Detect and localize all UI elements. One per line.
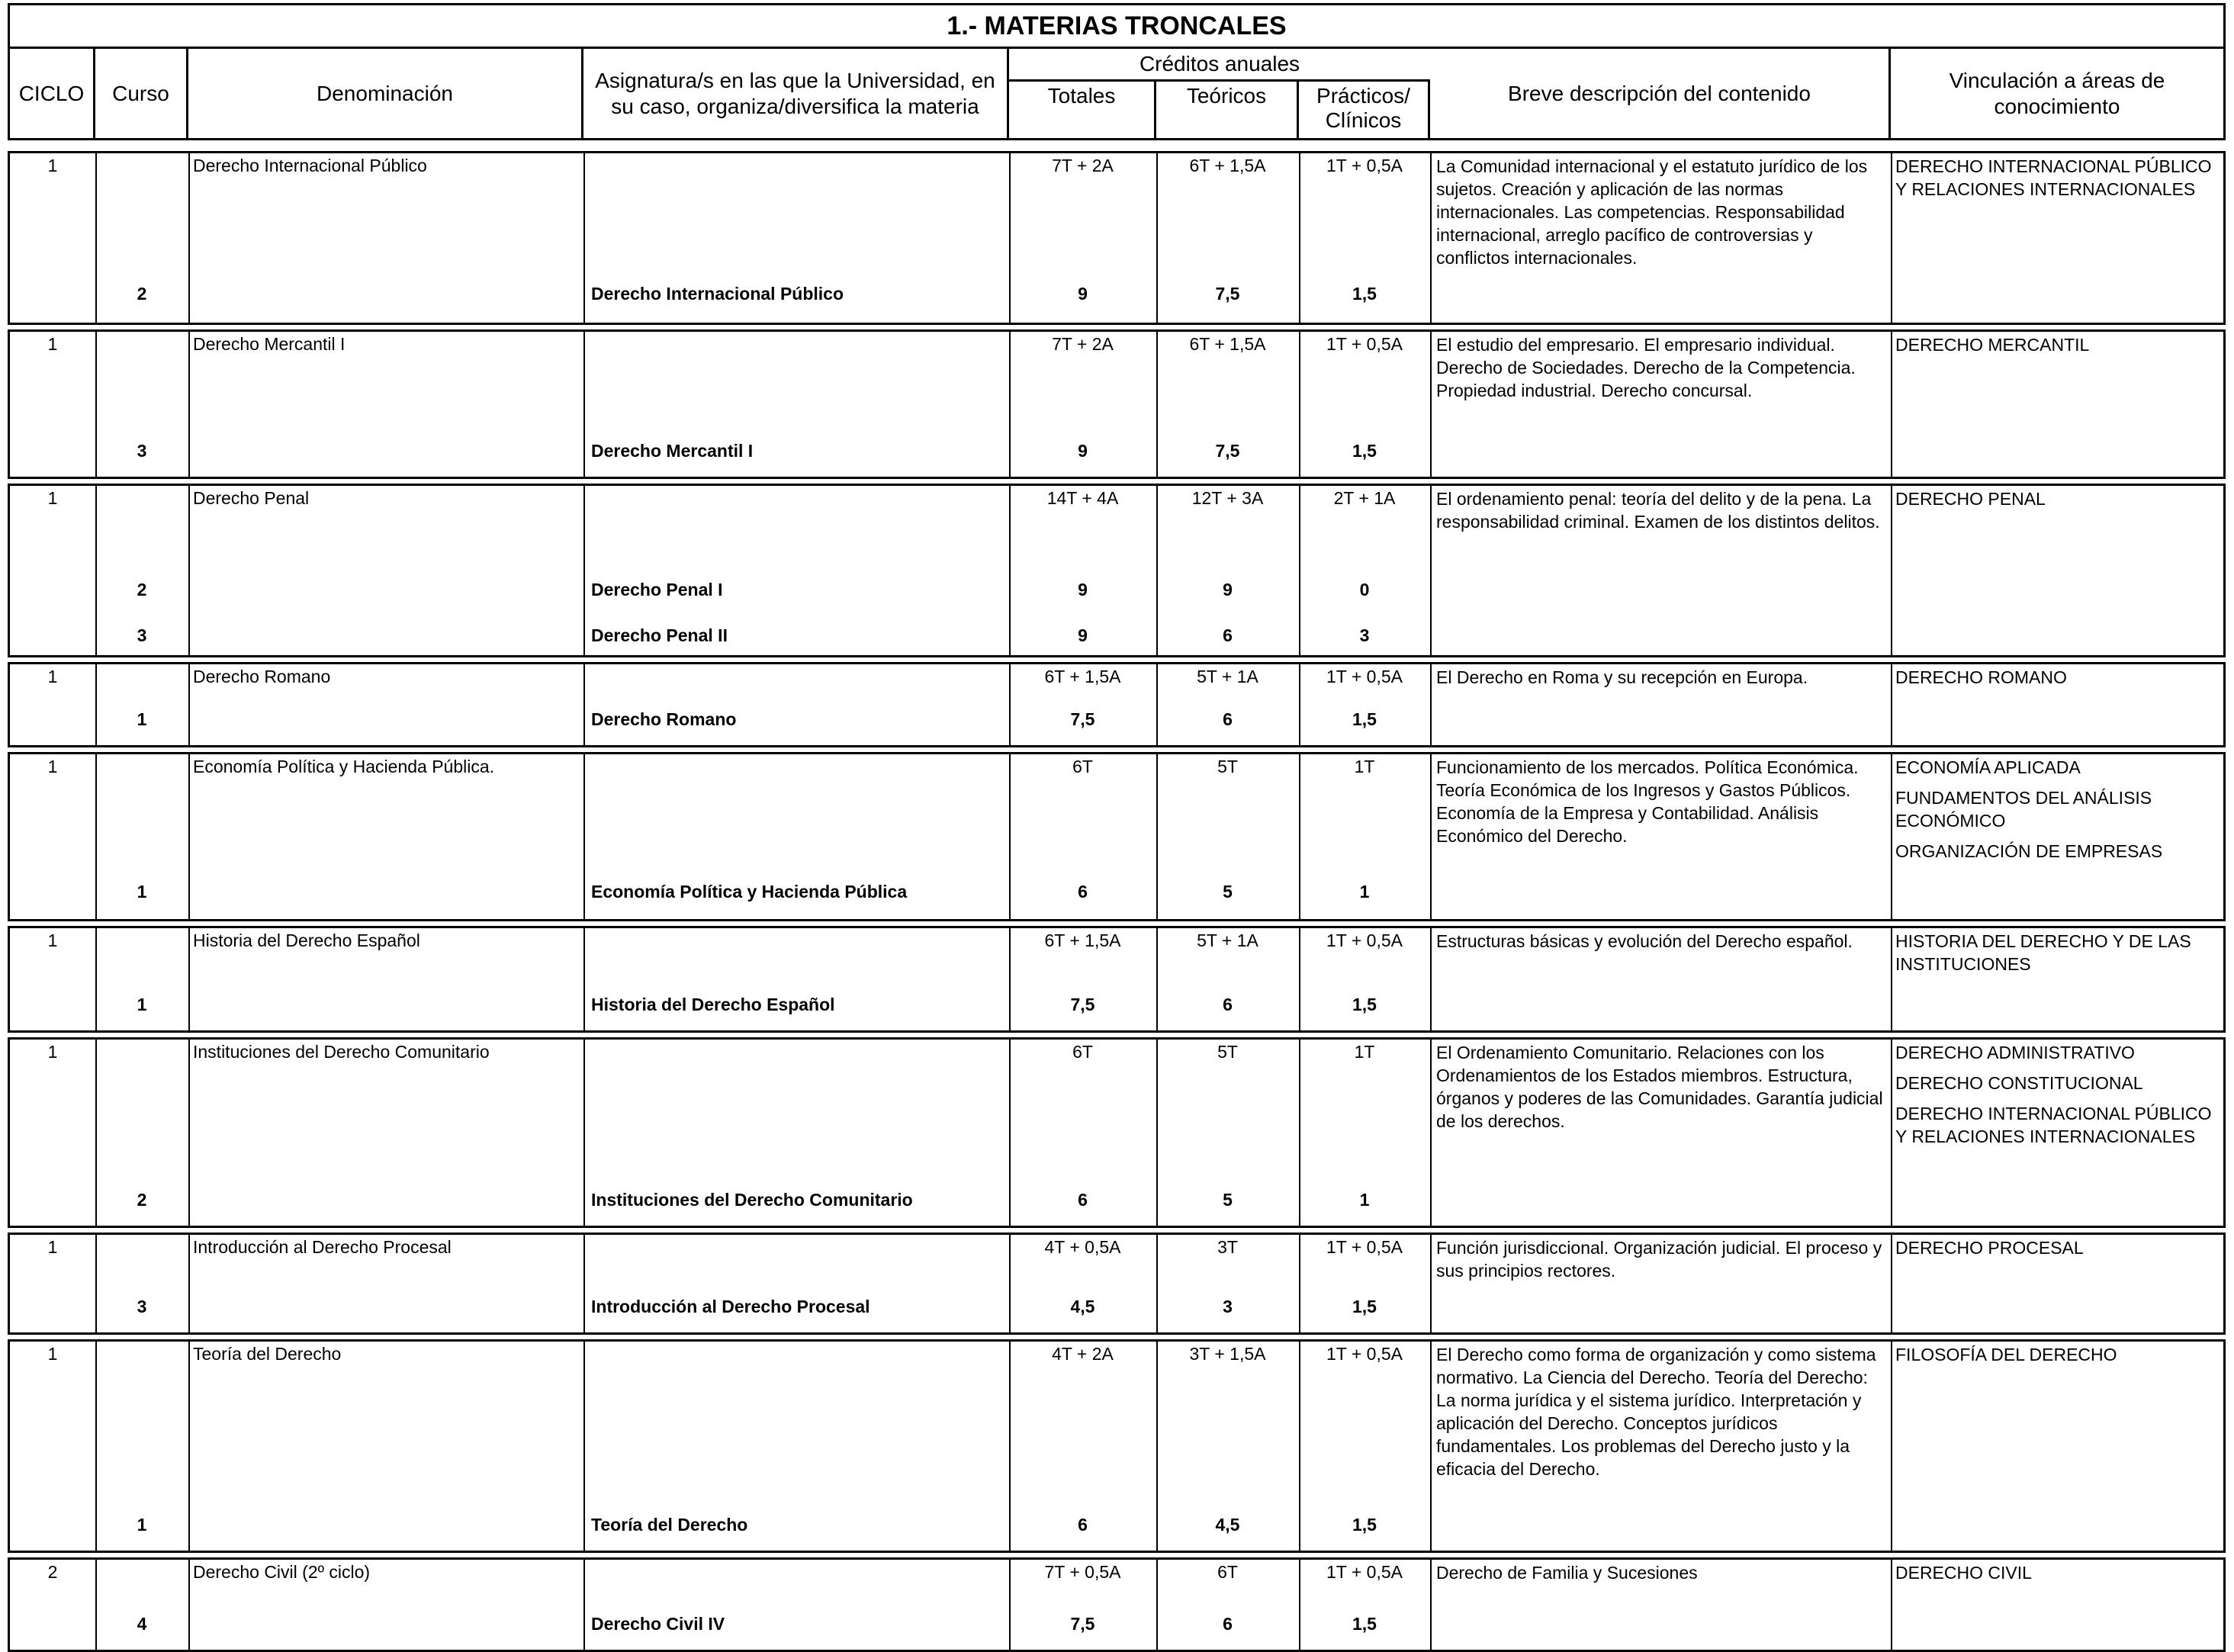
asignatura-nombre: Derecho Penal II [591,625,728,645]
asignatura-curso: 3 [137,441,147,461]
asignatura-nombre: Derecho Romano [591,709,737,729]
asignatura-nombre: Derecho Penal I [591,580,723,599]
header-practicos: Prácticos/ Clínicos [1299,79,1430,138]
asignatura-practicos: 3 [1359,625,1370,645]
materia-practicos: 2T + 1A [1333,488,1396,508]
asignatura-practicos: 1,5 [1352,709,1377,729]
asignatura-curso: 1 [137,709,147,729]
column-divider [1430,153,1432,323]
materia-totales: 7T + 2A [1052,156,1114,175]
column-divider [1891,486,1892,655]
materia-ciclo: 1 [47,1344,58,1364]
column-divider [188,486,190,655]
materia-teoricos: 3T + 1,5A [1189,1344,1266,1364]
area-conocimiento: DERECHO ADMINISTRATIVO [1895,1043,2135,1062]
asignatura-teoricos: 7,5 [1215,441,1240,461]
column-divider [1430,486,1432,655]
asignatura-nombre: Introducción al Derecho Procesal [591,1297,870,1316]
asignatura-curso: 3 [137,1297,147,1316]
materia-areas [1895,333,2216,364]
materia-descripcion: Funcionamiento de los mercados. Política Económica. Teoría Económica de los Ingresos y Gastos Públicos. Economía de la Empresa y Contabilidad. Análisis Económico del Derecho. [1436,757,1859,846]
column-divider [95,664,97,745]
area-conocimiento: DERECHO PENAL [1895,489,2046,509]
materia-denominacion: Economía Política y Hacienda Pública. [193,757,495,776]
materia-denominacion: Derecho Romano [193,667,331,686]
materia-group [8,1339,2226,1553]
column-divider [188,928,190,1030]
header-vinculacion: Vinculación a áreas de conocimiento [1949,68,2165,118]
asignatura-practicos: 1,5 [1352,441,1377,461]
header-creditos: Créditos anuales [1009,49,1430,82]
materia-group [8,484,2226,657]
materia-practicos: 1T + 0,5A [1326,334,1403,354]
asignatura-totales: 9 [1078,441,1088,461]
area-conocimiento: DERECHO PROCESAL [1895,1238,2084,1258]
table-body [8,140,2226,1652]
asignatura-totales: 6 [1078,1515,1088,1535]
header-descripcion: Breve descripción del contenido [1430,49,1891,138]
materia-teoricos: 6T [1217,1562,1238,1582]
area-conocimiento: FILOSOFÍA DEL DERECHO [1895,1345,2117,1364]
header-denominacion: Denominación [188,49,583,138]
column-divider [1891,1235,1892,1332]
materia-descripcion: Estructuras básicas y evolución del Derecho español. [1436,931,1853,951]
materia-ciclo: 1 [47,156,58,175]
materia-totales: 6T + 1,5A [1044,667,1121,686]
materia-practicos: 1T [1354,1042,1375,1062]
asignatura-totales: 6 [1078,882,1088,902]
materia-denominacion: Historia del Derecho Español [193,930,420,950]
materia-denominacion: Derecho Civil (2º ciclo) [193,1562,371,1582]
asignatura-nombre: Historia del Derecho Español [591,995,835,1014]
materia-ciclo: 1 [47,488,58,508]
asignatura-nombre: Instituciones del Derecho Comunitario [591,1190,913,1210]
materia-teoricos: 5T + 1A [1197,930,1258,950]
materia-ciclo: 1 [47,930,58,950]
column-divider [1891,754,1892,919]
materia-teoricos: 12T + 3A [1191,488,1264,508]
asignatura-totales: 7,5 [1070,709,1095,729]
area-conocimiento: DERECHO INTERNACIONAL PÚBLICO Y RELACIONES INTERNACIONALES [1895,1104,2212,1146]
materia-teoricos: 5T + 1A [1197,667,1258,686]
materia-descripcion: Derecho de Familia y Sucesiones [1436,1563,1698,1583]
materia-practicos: 1T + 0,5A [1326,667,1403,686]
area-conocimiento: DERECHO INTERNACIONAL PÚBLICO Y RELACIONES INTERNACIONALES [1895,156,2212,199]
area-conocimiento: ORGANIZACIÓN DE EMPRESAS [1895,841,2163,861]
materia-teoricos: 3T [1217,1237,1238,1257]
materia-teoricos: 5T [1217,1042,1238,1062]
asignatura-totales: 9 [1078,625,1088,645]
header-asignaturas: Asignatura/s en las que la Universidad, en su caso, organiza/diversifica la materia [583,49,1009,138]
materia-totales: 14T + 4A [1046,488,1119,508]
materia-group [8,1233,2226,1335]
column-divider [1430,1560,1432,1650]
column-divider [188,153,190,323]
asignatura-totales: 6 [1078,1190,1088,1210]
materia-practicos: 1T [1354,757,1375,776]
asignatura-practicos: 0 [1359,580,1370,599]
materia-descripcion: Función jurisdiccional. Organización judicial. El proceso y sus principios rectores. [1436,1238,1882,1281]
column-divider [1430,1235,1432,1332]
materia-group [8,151,2226,325]
materia-descripcion: La Comunidad internacional y el estatuto jurídico de los sujetos. Creación y aplicación de las normas internacionales. Las competencias. Responsabilidad internacional, arreglo pacífico de controversias y conflictos internacionales. [1436,156,1868,268]
asignatura-curso: 1 [137,882,147,902]
materia-practicos: 1T + 0,5A [1326,1237,1403,1257]
materia-areas [1895,930,2216,983]
asignatura-teoricos: 4,5 [1215,1515,1240,1535]
materia-ciclo: 1 [47,1237,58,1257]
materia-areas [1895,1236,2216,1267]
column-divider [1891,153,1892,323]
materia-denominacion: Introducción al Derecho Procesal [193,1237,452,1257]
materia-ciclo: 1 [47,667,58,686]
asignatura-curso: 2 [137,284,147,304]
asignatura-nombre: Derecho Internacional Público [591,284,844,304]
asignatura-curso: 3 [137,625,147,645]
materia-ciclo: 1 [47,334,58,354]
materia-totales: 7T + 0,5A [1044,1562,1121,1582]
materia-practicos: 1T + 0,5A [1326,156,1403,175]
materia-areas [1895,487,2216,518]
materia-practicos: 1T + 0,5A [1326,930,1403,950]
column-divider [1430,1040,1432,1226]
asignatura-totales: 7,5 [1070,995,1095,1014]
area-conocimiento: DERECHO CIVIL [1895,1563,2032,1583]
materia-teoricos: 6T + 1,5A [1189,334,1266,354]
asignatura-nombre: Derecho Civil IV [591,1614,725,1634]
asignatura-totales: 9 [1078,284,1088,304]
column-divider [1430,332,1432,477]
materia-practicos: 1T + 0,5A [1326,1562,1403,1582]
materia-areas [1895,756,2216,870]
materia-group [8,752,2226,921]
header-teoricos: Teóricos [1156,79,1299,138]
materia-descripcion: El ordenamiento penal: teoría del delito y de la pena. La responsabilidad criminal. Examen de los distintos delitos. [1436,489,1880,532]
materia-descripcion: El Derecho como forma de organización y como sistema normativo. La Ciencia del Derecho. Teoría del Derecho: La norma jurídica y el sistema jurídico. Interpretación y aplicación del Derecho. Conceptos jurídicos fundamentales. Los problemas del Derecho justo y la eficacia del Derecho. [1436,1345,1876,1479]
asignatura-teoricos: 6 [1223,1614,1233,1634]
asignatura-practicos: 1,5 [1352,1297,1377,1316]
asignatura-curso: 1 [137,995,147,1014]
materia-descripcion: El Derecho en Roma y su recepción en Europa. [1436,667,1808,687]
materia-group [8,926,2226,1033]
column-divider [188,1235,190,1332]
materia-ciclo: 1 [47,757,58,776]
asignatura-nombre: Economía Política y Hacienda Pública [591,882,908,902]
column-divider [1891,928,1892,1030]
asignatura-teoricos: 5 [1223,882,1233,902]
column-divider [1891,1342,1892,1551]
header-curso: Curso [95,49,188,138]
header-ciclo: CICLO [10,49,95,138]
materia-denominacion: Derecho Penal [193,488,310,508]
materia-ciclo: 2 [47,1562,58,1582]
column-divider [1891,1040,1892,1226]
asignatura-nombre: Teoría del Derecho [591,1515,748,1535]
materia-teoricos: 6T + 1,5A [1189,156,1266,175]
materia-practicos: 1T + 0,5A [1326,1344,1403,1364]
asignatura-teoricos: 6 [1223,995,1233,1014]
materia-ciclo: 1 [47,1042,58,1062]
materia-totales: 6T [1072,1042,1093,1062]
area-conocimiento: DERECHO MERCANTIL [1895,335,2090,355]
materia-totales: 4T + 0,5A [1044,1237,1121,1257]
materia-denominacion: Derecho Mercantil I [193,334,346,354]
materia-totales: 6T + 1,5A [1044,930,1121,950]
materia-descripcion: El estudio del empresario. El empresario individual. Derecho de Sociedades. Derecho de la Competencia. Propiedad industrial. Derecho concursal. [1436,335,1856,400]
asignatura-practicos: 1,5 [1352,1614,1377,1634]
column-divider [1430,1342,1432,1551]
asignatura-curso: 4 [137,1614,147,1634]
column-divider [188,1342,190,1551]
asignatura-teoricos: 5 [1223,1190,1233,1210]
area-conocimiento: HISTORIA DEL DERECHO Y DE LAS INSTITUCIONES [1895,931,2191,974]
asignatura-nombre: Derecho Mercantil I [591,441,754,461]
asignatura-practicos: 1 [1359,882,1370,902]
area-conocimiento: DERECHO CONSTITUCIONAL [1895,1073,2143,1093]
table-header [8,49,2226,140]
materia-denominacion: Derecho Internacional Público [193,156,427,175]
materia-areas [1895,666,2216,696]
asignatura-practicos: 1,5 [1352,284,1377,304]
column-divider [1891,332,1892,477]
materia-totales: 6T [1072,757,1093,776]
column-divider [188,664,190,745]
asignatura-curso: 1 [137,1515,147,1535]
materia-totales: 4T + 2A [1052,1344,1114,1364]
asignatura-curso: 2 [137,1190,147,1210]
column-divider [95,1560,97,1650]
column-divider [1891,1560,1892,1650]
column-divider [188,754,190,919]
asignatura-teoricos: 7,5 [1215,284,1240,304]
column-divider [1891,664,1892,745]
asignatura-teoricos: 3 [1223,1297,1233,1316]
asignatura-totales: 7,5 [1070,1614,1095,1634]
column-divider [188,1560,190,1650]
header-totales: Totales [1009,79,1156,138]
asignatura-practicos: 1,5 [1352,1515,1377,1535]
asignatura-teoricos: 6 [1223,625,1233,645]
asignatura-practicos: 1 [1359,1190,1370,1210]
asignatura-totales: 9 [1078,580,1088,599]
materia-group [8,662,2226,747]
column-divider [1430,928,1432,1030]
column-divider [188,332,190,477]
materia-areas [1895,1041,2216,1155]
materia-areas [1895,1343,2216,1374]
area-conocimiento: ECONOMÍA APLICADA [1895,757,2081,777]
column-divider [583,1560,585,1650]
materia-group [8,1037,2226,1228]
area-conocimiento: DERECHO ROMANO [1895,667,2067,687]
materia-group [8,329,2226,479]
asignatura-practicos: 1,5 [1352,995,1377,1014]
asignatura-totales: 4,5 [1070,1297,1095,1316]
asignatura-curso: 2 [137,580,147,599]
column-divider [1430,754,1432,919]
column-divider [188,1040,190,1226]
materia-areas [1895,155,2216,208]
materia-denominacion: Instituciones del Derecho Comunitario [193,1042,490,1062]
column-divider [1430,664,1432,745]
materia-teoricos: 5T [1217,757,1238,776]
area-conocimiento: FUNDAMENTOS DEL ANÁLISIS ECONÓMICO [1895,788,2152,831]
materia-totales: 7T + 2A [1052,334,1114,354]
materia-descripcion: El Ordenamiento Comunitario. Relaciones con los Ordenamientos de los Estados miembros. Estructura, órganos y poderes de las Comunidades. Garantía judicial de los derechos. [1436,1043,1883,1131]
materia-areas [1895,1561,2216,1592]
asignatura-teoricos: 6 [1223,709,1233,729]
column-divider [583,664,585,745]
materia-denominacion: Teoría del Derecho [193,1344,342,1364]
table-title: 1.- MATERIAS TRONCALES [8,3,2226,49]
materia-group [8,1557,2226,1652]
asignatura-teoricos: 9 [1223,580,1233,599]
